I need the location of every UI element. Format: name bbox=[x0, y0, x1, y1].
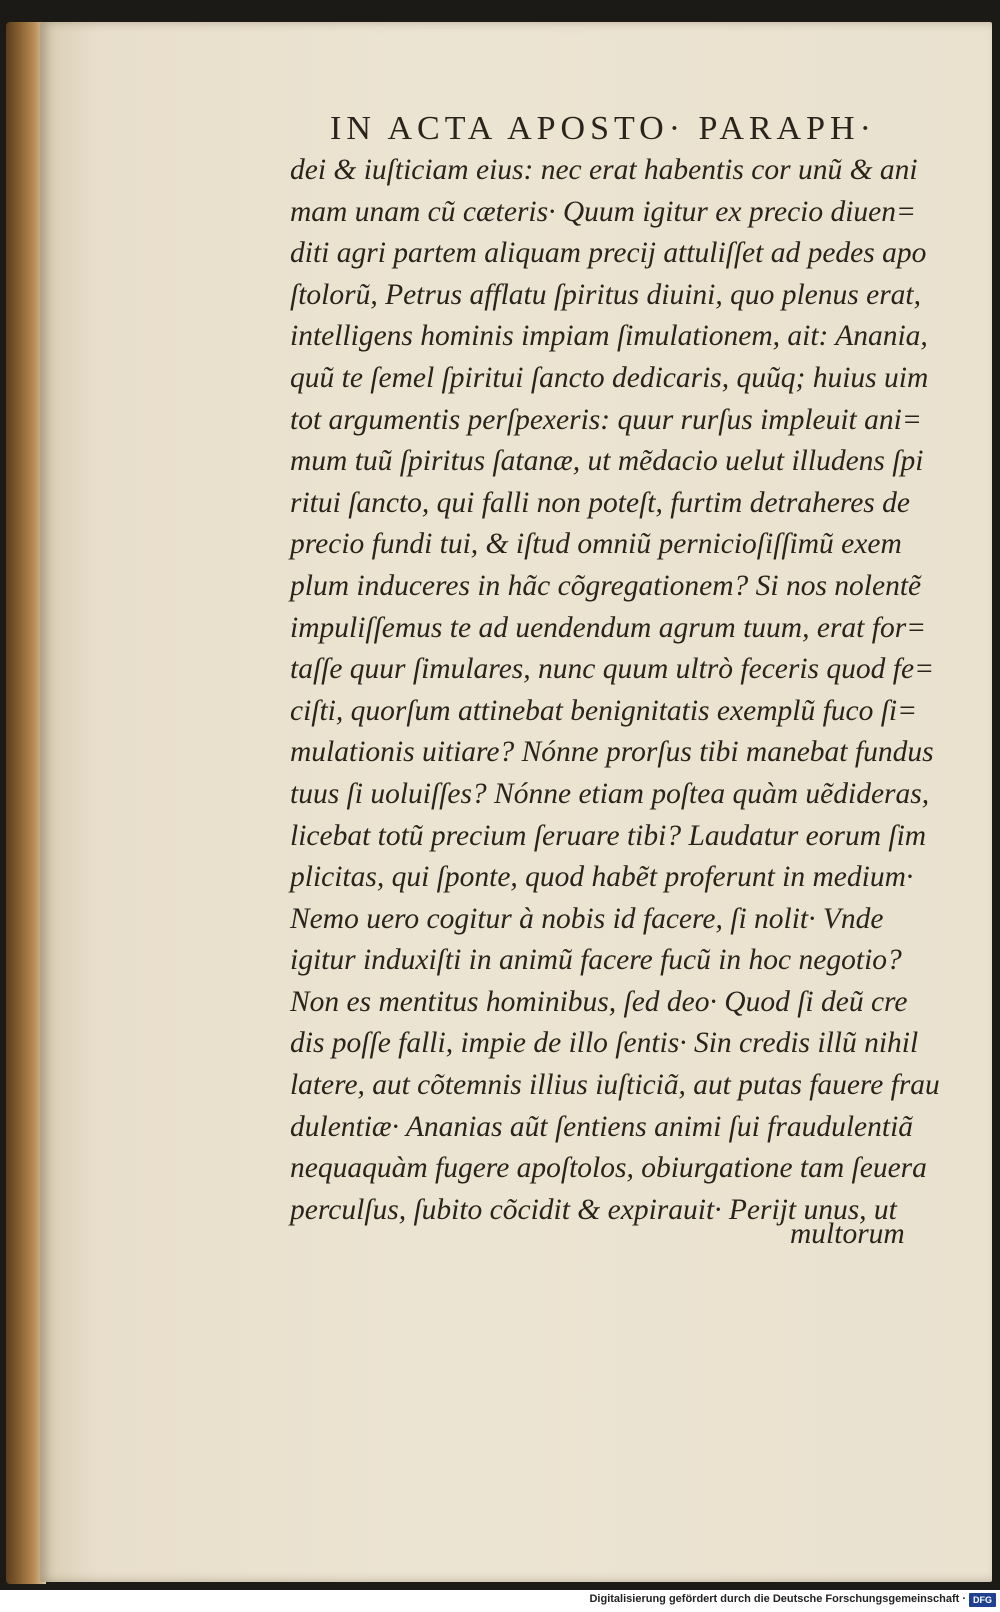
text-line: dulentiæ· Ananias aũt ſentiens animi ſui fraudulentiã bbox=[290, 1110, 914, 1143]
text-line: plicitas, qui ſponte, quod habẽt proferunt in medium· bbox=[290, 861, 914, 894]
text-line: igitur induxiſti in animũ facere fucũ in hoc negotio? bbox=[290, 944, 902, 977]
text-line: dis poſſe falli, impie de illo ſentis· Sin credis illũ nihil bbox=[290, 1027, 919, 1060]
text-line: quũ te ſemel ſpiritui ſancto dedicaris, quũq; huius uim bbox=[290, 361, 929, 394]
text-line: diti agri partem aliquam precij attuliſſet ad pedes apo bbox=[290, 237, 927, 270]
text-line: perculſus, ſubito cõcidit & expirauit· Perijt unus, ut bbox=[290, 1193, 897, 1226]
text-line: intelligens hominis impiam ſimulationem, ait: Anania, bbox=[290, 320, 928, 353]
text-line: mam unam cũ cæteris· Quum igitur ex precio diuen= bbox=[290, 195, 916, 228]
text-line: mum tuũ ſpiritus ſatanæ, ut mẽdacio uelut illudens ſpi bbox=[290, 445, 924, 478]
text-line: ritui ſancto, qui falli non poteſt, furtim detraheres de bbox=[290, 486, 911, 519]
text-line: licebat totũ precium ſeruare tibi? Laudatur eorum ſim bbox=[290, 819, 927, 852]
text-line: plum induceres in hãc cõgregationem? Si nos nolentẽ bbox=[290, 569, 922, 602]
dfg-logo: DFG bbox=[969, 1593, 996, 1607]
text-line: nequaquàm fugere apoſtolos, obiurgatione tam ſeuera bbox=[290, 1152, 927, 1185]
funding-credit: Digitalisierung gefördert durch die Deutsche Forschungsgemeinschaft · bbox=[589, 1593, 966, 1605]
text-line: Nemo uero cogitur à nobis id facere, ſi nolit· Vnde bbox=[290, 902, 884, 935]
running-head: IN ACTA APOSTO· PARAPH· bbox=[330, 110, 876, 147]
footer-bar bbox=[0, 1590, 1000, 1612]
text-line: ſtolorũ, Petrus afflatu ſpiritus diuini, quo plenus erat, bbox=[290, 278, 921, 311]
body-text bbox=[290, 150, 940, 1231]
text-line: taſſe quur ſimulares, nunc quum ultrò feceris quod fe= bbox=[290, 653, 934, 686]
text-line: ciſti, quorſum attinebat benignitatis exemplũ fuco ſi= bbox=[290, 694, 918, 727]
catchword: multorum bbox=[790, 1218, 905, 1250]
text-line: tot argumentis perſpexeris: quur rurſus impleuit ani= bbox=[290, 403, 922, 436]
text-line: impuliſſemus te ad uendendum agrum tuum, erat for= bbox=[290, 611, 927, 644]
text-line: Non es mentitus hominibus, ſed deo· Quod ſi deũ cre bbox=[290, 985, 908, 1018]
text-line: precio fundi tui, & iſtud omniũ pernicioſiſſimũ exem bbox=[290, 528, 902, 561]
text-line: mulationis uitiare? Nónne prorſus tibi manebat fundus bbox=[290, 736, 934, 769]
text-line: latere, aut cõtemnis illius iuſticiã, aut putas fauere frau bbox=[290, 1069, 940, 1102]
text-line: tuus ſi uoluiſſes? Nónne etiam poſtea quàm uẽdideras, bbox=[290, 777, 930, 810]
text-line: dei & iuſticiam eius: nec erat habentis cor unũ & ani bbox=[290, 154, 918, 186]
